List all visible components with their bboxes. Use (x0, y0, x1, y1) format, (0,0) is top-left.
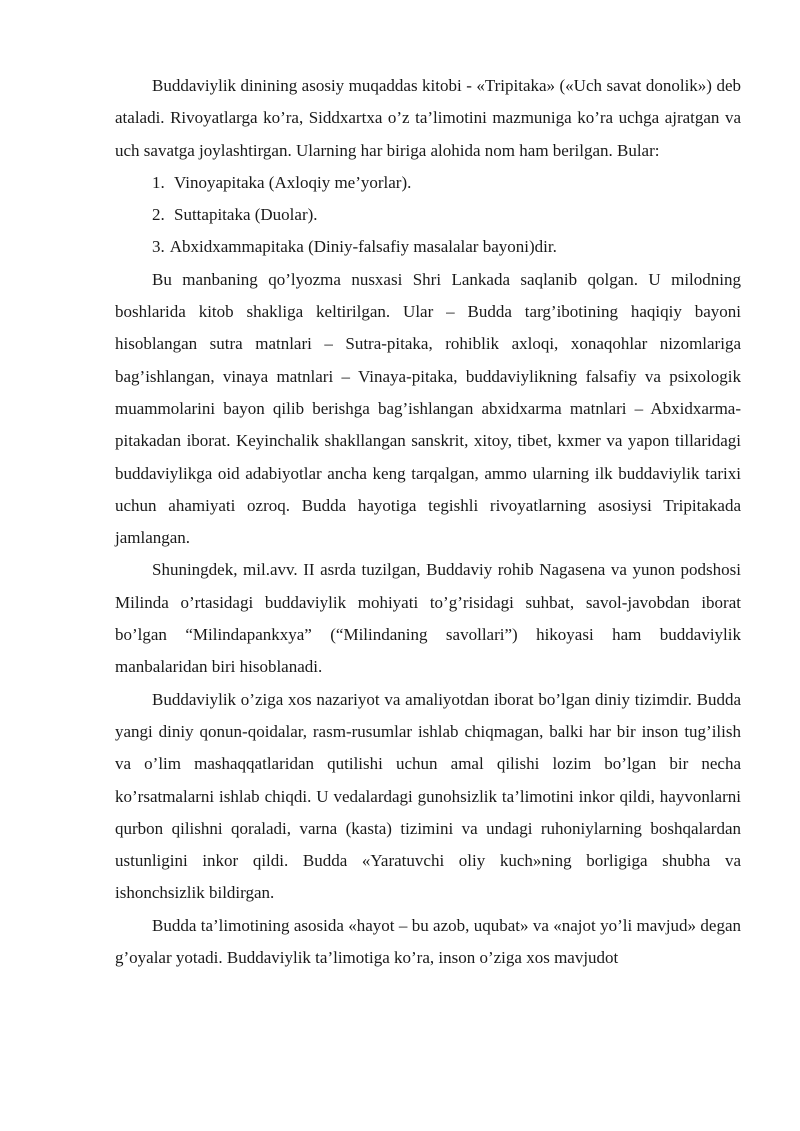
list-item-text: Suttapitaka (Duolar). (174, 205, 318, 225)
paragraph-teaching-basis: Budda ta’limotining asosida «hayot – bu azob, uqubat» va «najot yo’li mavjud» degan g’oyalar yotadi. Buddaviylik ta’limotiga ko’ra, inson o’ziga xos mavjudot (115, 915, 741, 968)
list-item-text: Vinoyapitaka (Axloqiy me’yorlar). (174, 172, 412, 192)
list-item-number: 1. (152, 172, 165, 192)
pitaka-list (115, 167, 741, 264)
list-item (115, 199, 741, 231)
paragraph-manuscript: Bu manbaning qo’lyozma nusxasi Shri Lankada saqlanib qolgan. U milodning boshlarida kitob shakliga keltirilgan. Ular – Budda targ’ibotining haqiqiy bayoni hisoblangan sutra matnlari – Sutra-pitaka, rohiblik axloqi, xonaqohlar nizomlariga bag’ishlangan, vinaya matnlari – Vinaya-pitaka, buddaviylikning falsafiy va psixologik muammolarini bayon qilib berishga bag’ishlangan abxidxarma matnlari – Abxidxarma-pitakadan iborat. Keyinchalik shakllangan sanskrit, xitoy, tibet, kxmer va yapon tillaridagi buddaviylikga oid adabiyotlar ancha keng tarqalgan, ammo ularning ilk buddaviylik tarixi uchun ahamiyati ozroq. Budda hayotiga tegishli rivoyatlarning asosiysi Tripitakada jamlangan. (115, 269, 741, 548)
list-item (115, 167, 741, 199)
list-item-number: 2. (152, 205, 165, 225)
paragraph-religious-system: Buddaviylik o’ziga xos nazariyot va amaliyotdan iborat bo’lgan diniy tizimdir. Budda yangi diniy qonun-qoidalar, rasm-rusumlar ishlab chiqmagan, balki har bir inson tug’ilish va o’lim mashaqqatlaridan qutilishi uchun amal qilishi lozim bo’lgan bir necha ko’rsatmalarni ishlab chiqdi. U vedalardagi gunohsizlik ta’limotini inkor qildi, hayvonlarni qurbon qilishni qoraladi, varna (kasta) tizimini va undagi ruhoniylarning boshqalardan ustunligini inkor qildi. Budda «Yaratuvchi oliy kuch»ning borligiga shubha va ishonchsizlik bildirgan. (115, 689, 741, 903)
paragraph-tripitaka-intro: Buddaviylik dinining asosiy muqaddas kitobi - «Tripitaka» («Uch savat donolik») deb ataladi. Rivoyatlarga ko’ra, Siddxartxa o’z ta’limotini mazmuniga ko’ra uchga ajratgan va uch savatga joylashtirgan. Ularning har biriga alohida nom ham berilgan. Bular: (115, 76, 741, 160)
list-item-number: 3. (152, 237, 165, 257)
document-page (115, 70, 741, 974)
list-item (115, 231, 741, 263)
list-item-text: Abxidxammapitaka (Diniy-falsafiy masalalar bayoni)dir. (169, 237, 557, 257)
paragraph-milindapankxya: Shuningdek, mil.avv. II asrda tuzilgan, Buddaviy rohib Nagasena va yunon podshosi Milinda o’rtasidagi buddaviylik mohiyati to’g’risidagi suhbat, savol-javobdan iborat bo’lgan “Milindapankxya” (“Milindaning savollari”) hikoyasi ham buddaviylik manbalaridan biri hisoblanadi. (115, 560, 741, 677)
